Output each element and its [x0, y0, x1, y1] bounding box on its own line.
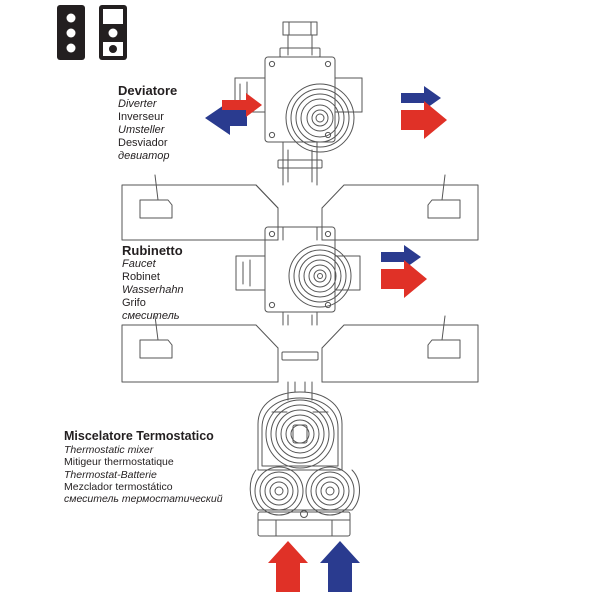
- miscelatore-translation-ru: смеситель термостатический: [64, 493, 223, 506]
- miscelatore-translation-de: Thermostat-Batterie: [64, 468, 157, 481]
- label-deviatore: [118, 83, 177, 163]
- deviatore-translation-ru: девиатор: [118, 150, 170, 163]
- miscelatore-title: Miscelatore Termostatico: [64, 429, 214, 443]
- deviatore-translation-es: Desviador: [118, 137, 168, 150]
- miscelatore-arrow-red-up: [268, 541, 308, 592]
- deviatore-translation-fr: Inverseur: [118, 111, 164, 124]
- deviatore-title: Deviatore: [118, 83, 178, 98]
- deviatore-translation-de: Umsteller: [118, 124, 165, 137]
- miscelatore-translation-fr: Mitigeur thermostatique: [64, 456, 174, 469]
- rubinetto-title: Rubinetto: [122, 243, 183, 258]
- miscelatore-translation-es: Mezclador termostático: [64, 480, 173, 493]
- rubinetto-translation-de: Wasserhahn: [122, 284, 184, 297]
- rubinetto-translation-es: Grifo: [122, 297, 146, 310]
- rubinetto-translation-en: Faucet: [122, 258, 156, 271]
- label-miscelatore: [64, 429, 223, 506]
- miscelatore-body: [250, 382, 359, 536]
- miscelatore-translation-en: Thermostatic mixer: [64, 443, 154, 456]
- rubinetto-arrow-red-right: [381, 260, 427, 298]
- product-code-icon: [57, 5, 127, 60]
- miscelatore-arrow-blue-up: [320, 541, 360, 592]
- rubinetto-arrow-blue-right: [381, 245, 421, 269]
- rubinetto-translation-fr: Robinet: [122, 271, 160, 284]
- deviatore-arrow-red-right: [401, 101, 447, 139]
- label-rubinetto: [122, 243, 184, 323]
- rubinetto-translation-ru: смеситель: [122, 310, 180, 323]
- deviatore-translation-en: Diverter: [118, 98, 157, 111]
- deviatore-arrow-blue-right: [401, 86, 441, 110]
